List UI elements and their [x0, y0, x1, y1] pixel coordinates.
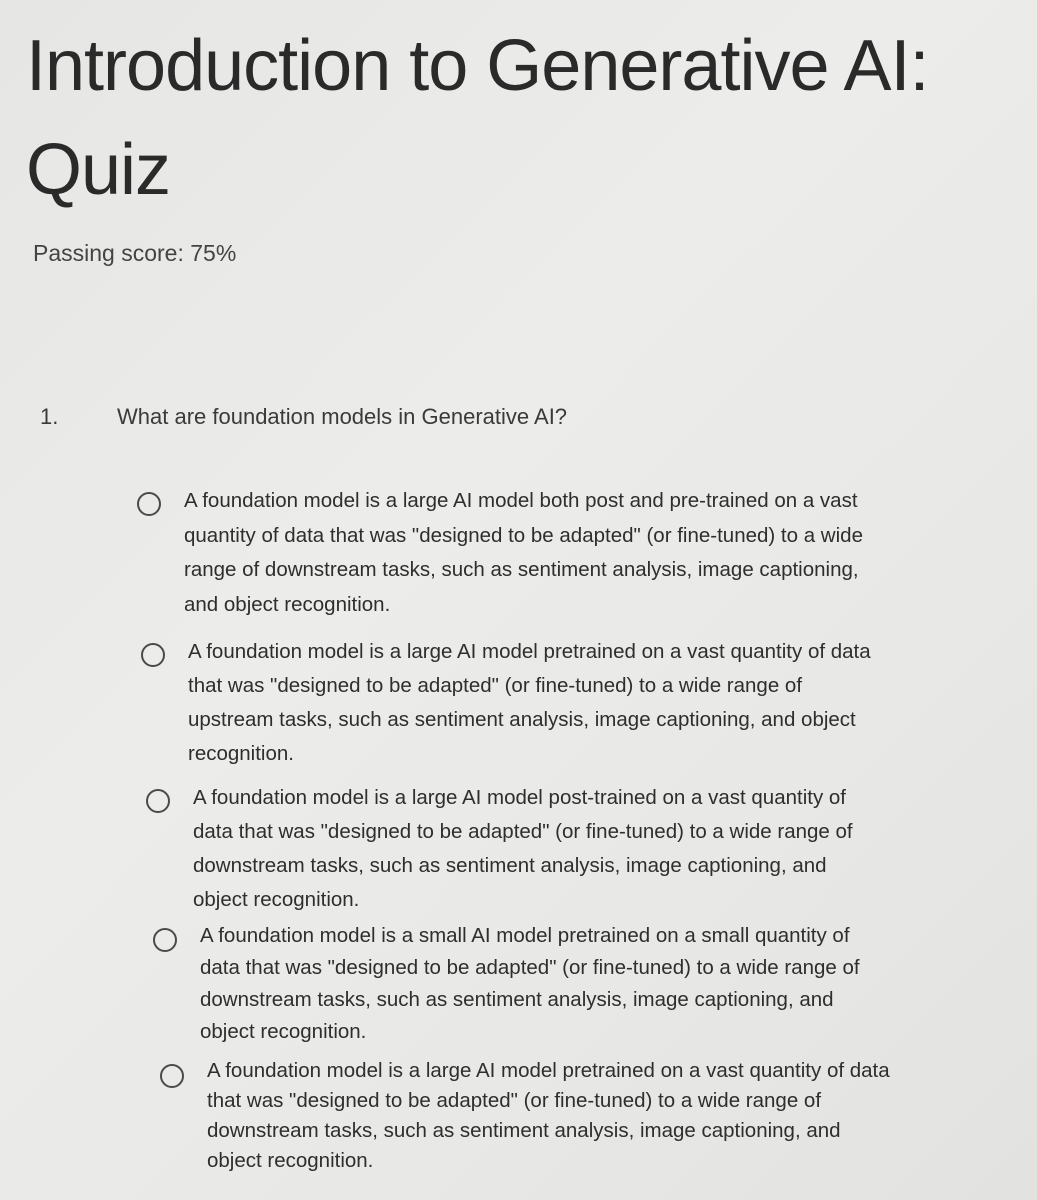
question-text: What are foundation models in Generative AI? [117, 404, 568, 429]
answer-option-label: A foundation model is a large AI model pretrained on a vast quantity of data that was "designed to be adapted" (or fine-tuned) to a wide range of downstream tasks, such as sentiment analysis, image captioning, and object recognition. [207, 1059, 890, 1172]
quiz-title: Introduction to Generative AI: Quiz [26, 26, 929, 210]
question-number: 1. [40, 404, 59, 429]
answer-option-label: A foundation model is a large AI model post-trained on a vast quantity of data that was "designed to be adapted" (or fine-tuned) to a wide range of downstream tasks, such as sentiment analysis, image captioning, and object recognition. [193, 786, 853, 911]
answer-option-label: A foundation model is a small AI model pretrained on a small quantity of data that was "designed to be adapted" (or fine-tuned) to a wide range of downstream tasks, such as sentiment analysis, image captioning, and object recognition. [200, 924, 860, 1043]
radio-button[interactable] [160, 1064, 184, 1088]
radio-button[interactable] [153, 928, 177, 952]
radio-button[interactable] [137, 492, 161, 516]
answer-option-label: A foundation model is a large AI model both post and pre-trained on a vast quantity of data that was "designed to be adapted" (or fine-tuned) to a wide range of downstream tasks, such as sentiment analysis, image captioning, and object recognition. [184, 489, 863, 616]
radio-button[interactable] [146, 789, 170, 813]
answer-option-label: A foundation model is a large AI model pretrained on a vast quantity of data that was "designed to be adapted" (or fine-tuned) to a wide range of upstream tasks, such as sentiment analysis, image captioning, and object recognition. [188, 640, 871, 765]
passing-score: Passing score: 75% [33, 240, 237, 266]
radio-button[interactable] [141, 643, 165, 667]
